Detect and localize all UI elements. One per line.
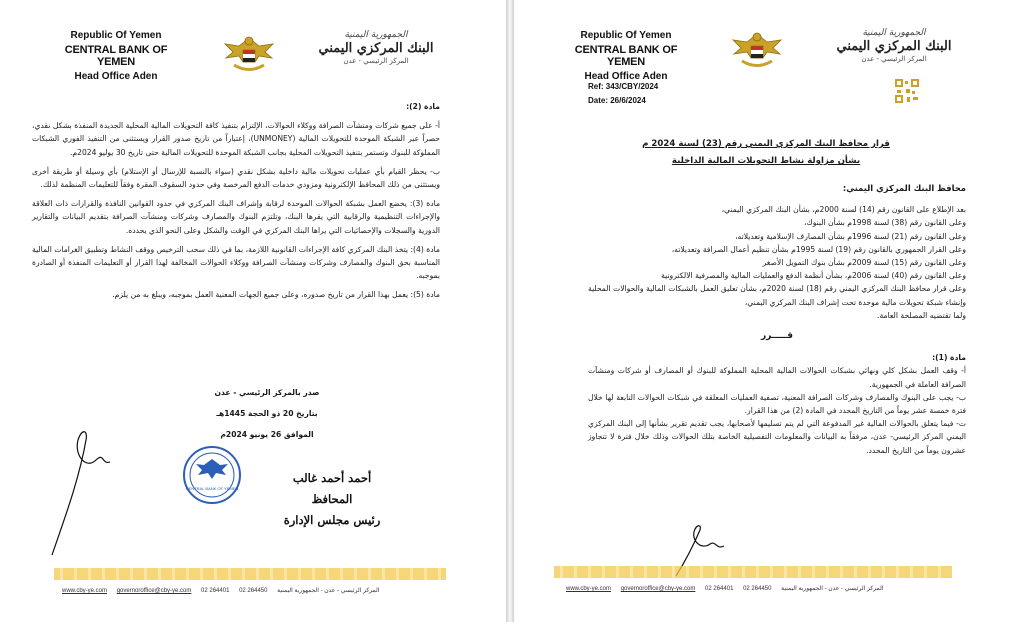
signer-block (272, 468, 392, 531)
header-arabic (316, 30, 436, 65)
governor-heading: محافظ البنك المركزي اليمني: (842, 183, 966, 193)
header-en-office: Head Office Aden (584, 71, 668, 82)
date-hijri: بتاريخ 20 ذو الحجة 1445هـ (216, 409, 318, 418)
header-arabic (834, 28, 954, 63)
reference-date: Date: 26/6/2024 (588, 96, 646, 105)
article-1-c: ت- فيما يتعلق بالحوالات المالية غير المدفوعة التي لم يتم تسليمها لأصحابها، يجب تقديم تقرير بشأنها إلى البنك المركزي اليمني المركز الرئيسي- عدن، مرفقاً به البيانات والمعلومات التفصيلية الخاصة بتلك الحوالات وذلك خلال فترة لا تتجاوز عشرون يوماً من التاريخ المحدد. (588, 419, 966, 455)
footer-email[interactable]: governoroffice@cby-ye.com (620, 586, 696, 592)
qr-code-icon (894, 78, 920, 104)
header-en-bank: CENTRAL BANK OF YEMEN (64, 44, 168, 68)
signature-icon (44, 410, 144, 560)
footer-email[interactable]: governoroffice@cby-ye.com (116, 588, 192, 594)
preamble-item: وعلى قرار محافظ البنك المركزي اليمني رقم (18) لسنة 2020م، بشأن تعليق العمل بالشبكات المالية والحوالات المحلية وإنشاء شبكة تحويلات مالية موحدة تحت إشراف البنك المركزي اليمني، (588, 284, 966, 307)
article-3: مادة (3): يخضع العمل بشبكة الحوالات الموحدة لرقابة وإشراف البنك المركزي في حدود القوانين النافذة والقرارات ذات العلاقة والإجراءات التنظيمية والرقابية التي يقرها البنك، وتلتزم البنوك والمصارف وشركات ومنشآت الصرافة بتقديم البيانات والتقارير الدورية والسجلات والإحصائيات التي يراها البنك المركزي في الوقت والشكل وعلى النحو الذي يحدده. (32, 199, 441, 235)
left-page-body (32, 100, 440, 302)
header-ar-office: المركز الرئيسي - عدن (861, 55, 927, 63)
header-en-republic: Republic Of Yemen (580, 30, 672, 41)
preamble-item: وعلى القانون رقم (38) لسنة 1998م بشأن البنوك، (804, 218, 966, 228)
document-page-right (516, 0, 1021, 622)
date-gregorian: الموافق 26 يونيو 2024م (220, 430, 314, 439)
reference-block (588, 80, 658, 108)
article-1-title: مادة (1): (932, 353, 966, 363)
signer-name: أحمد أحمد غالب (292, 471, 372, 485)
preamble-item: بعد الإطلاع على القانون رقم (14) لسنة 2000م، بشأن البنك المركزي اليمني، (721, 205, 966, 215)
preamble-item: ولما تقتضيه المصلحة العامة. (877, 310, 966, 320)
article-2-a: أ- على جميع شركات ومنشآت الصرافة ووكلاء الحوالات، الإلتزام بتنفيذ كافة التحويلات المالية المحلية الجديدة المنفذة بشكل نقدي، حصراً عبر الشبكة الموحدة للتحويلات المالية (UNMONEY)، إعتباراً من تاريخ صدور القرار ويستثنى من التنفيذ الفوري الشبكات المملوكة للبنوك وتستمر بتنفيذ التحويلات المحلية بجانب الشبكة الموحدة للتحويلات المالية حتى تاريخ 30 يوليو 2024م. (32, 121, 440, 157)
header-english (556, 30, 696, 82)
footer-contacts (562, 585, 954, 592)
signer-role: رئيس مجلس الإدارة (283, 513, 381, 527)
right-page-body (588, 182, 966, 457)
footer-address: المركز الرئيسي - عدن - الجمهورية اليمنية (781, 586, 884, 592)
footer-website[interactable]: www.cby-ye.com (566, 586, 612, 592)
stamp-text: CENTRAL BANK OF YEMEN (185, 486, 239, 491)
footer-contacts (58, 587, 446, 594)
preamble-item: وعلى القرار الجمهوري بالقانون رقم (19) لسنة 1995م بشأن تنظيم أعمال الصرافة وتعديلاته، (671, 244, 966, 254)
yemen-eagle-emblem-icon (728, 28, 786, 74)
header-ar-office: المركز الرئيسي - عدن (343, 57, 409, 65)
article-1-a: أ- وقف العمل بشكل كلي ونهائي بشبكات الحوالات المالية المحلية المملوكة للبنوك أو المصارف أو شركات ومنشآت الصرافة العاملة في الجمهورية. (588, 366, 966, 389)
article-1-b: ب- يجب على البنوك والمصارف وشركات الصرافة المعنية، تصفية العمليات المعلقة في شبكات الحوالات التابعة لها خلال فترة خمسة عشر يوماً من التاريخ المحدد في المادة (2) من هذا القرار. (588, 392, 966, 416)
preamble-item: وعلى القانون رقم (21) لسنة 1996م بشأن المصارف الإسلامية وتعديلاته، (735, 231, 966, 241)
issued-at: صدر بالمركز الرئيسي - عدن (214, 388, 320, 397)
article-2-title: مادة (2): (406, 102, 440, 111)
footer-phone-1: 02 264401 (705, 586, 734, 592)
article-4: مادة (4): يتخذ البنك المركزي كافة الإجراءات القانونية اللازمة، بما في ذلك سحب الترخيص ووقف النشاط وتطبيق الغرامات المالية المناسبة بحق البنوك والمصارف وشركات ومنشآت الصرافة ووكلاء الحوالات المخالفة لهذا القرار أو التعليمات المنفذة أو الصادرة بموجبه. (32, 244, 440, 281)
footer-decorative-bar (54, 568, 446, 580)
header-ar-bank: البنك المركزي اليمني (836, 39, 952, 54)
signer-title: المحافظ (311, 492, 353, 506)
page-divider (506, 0, 514, 622)
footer-decorative-bar (554, 566, 952, 578)
article-2-b: ب- يحظر القيام بأي عمليات تحويلات مالية داخلية بشكل نقدي (سواء بالنسبة للإرسال أو الإستلام) بأي وسيلة أو طريقة أخرى ويستثنى من ذلك المحافظ الإلكترونية ومزودي خدمات الدفع المرخصة وفي حدود السقوف المقرة وفقاً للتعليمات المنظمة لذلك. (32, 166, 440, 190)
article-5: مادة (5): يعمل بهذا القرار من تاريخ صدوره، وعلى جميع الجهات المعنية العمل بموجبه، ويبلغ به من يلزم. (112, 290, 440, 300)
header-en-republic: Republic Of Yemen (70, 30, 162, 41)
header-english (46, 30, 186, 82)
header-en-bank: CENTRAL BANK OF YEMEN (574, 44, 678, 68)
decides-heading: قـــــرر (760, 331, 794, 342)
header-ar-republic: الجمهورية اليمنية (862, 28, 926, 38)
footer-phone-2: 02 264450 (743, 586, 772, 592)
footer-address: المركز الرئيسي - عدن - الجمهورية اليمنية (277, 588, 380, 594)
header-en-office: Head Office Aden (74, 71, 158, 82)
document-page-left (4, 0, 503, 622)
decision-title: قرار محافظ البنك المركزي اليمني رقم (23) لسنة 2024 م (642, 139, 890, 149)
preamble-list (588, 203, 966, 322)
yemen-eagle-emblem-icon (220, 32, 278, 78)
footer-website[interactable]: www.cby-ye.com (62, 588, 108, 594)
official-stamp-icon (182, 445, 242, 505)
footer-phone-2: 02 264450 (239, 588, 268, 594)
reference-number: Ref: 343/CBY/2024 (588, 82, 659, 91)
preamble-item: وعلى القانون رقم (15) لسنة 2009م بشأن بنوك التمويل الأصغر (762, 258, 966, 268)
decision-subtitle: بشأن مزاولة نشاط التحويلات المالية الداخلية (671, 156, 861, 166)
header-ar-bank: البنك المركزي اليمني (318, 41, 434, 56)
header-ar-republic: الجمهورية اليمنية (344, 30, 408, 40)
preamble-item: وعلى القانون رقم (40) لسنة 2006م، بشأن أنظمة الدفع والعمليات المالية والمصرفية الالكترونية (661, 271, 966, 281)
decision-heading (636, 136, 896, 170)
footer-phone-1: 02 264401 (201, 588, 230, 594)
issuance-block (200, 382, 334, 445)
